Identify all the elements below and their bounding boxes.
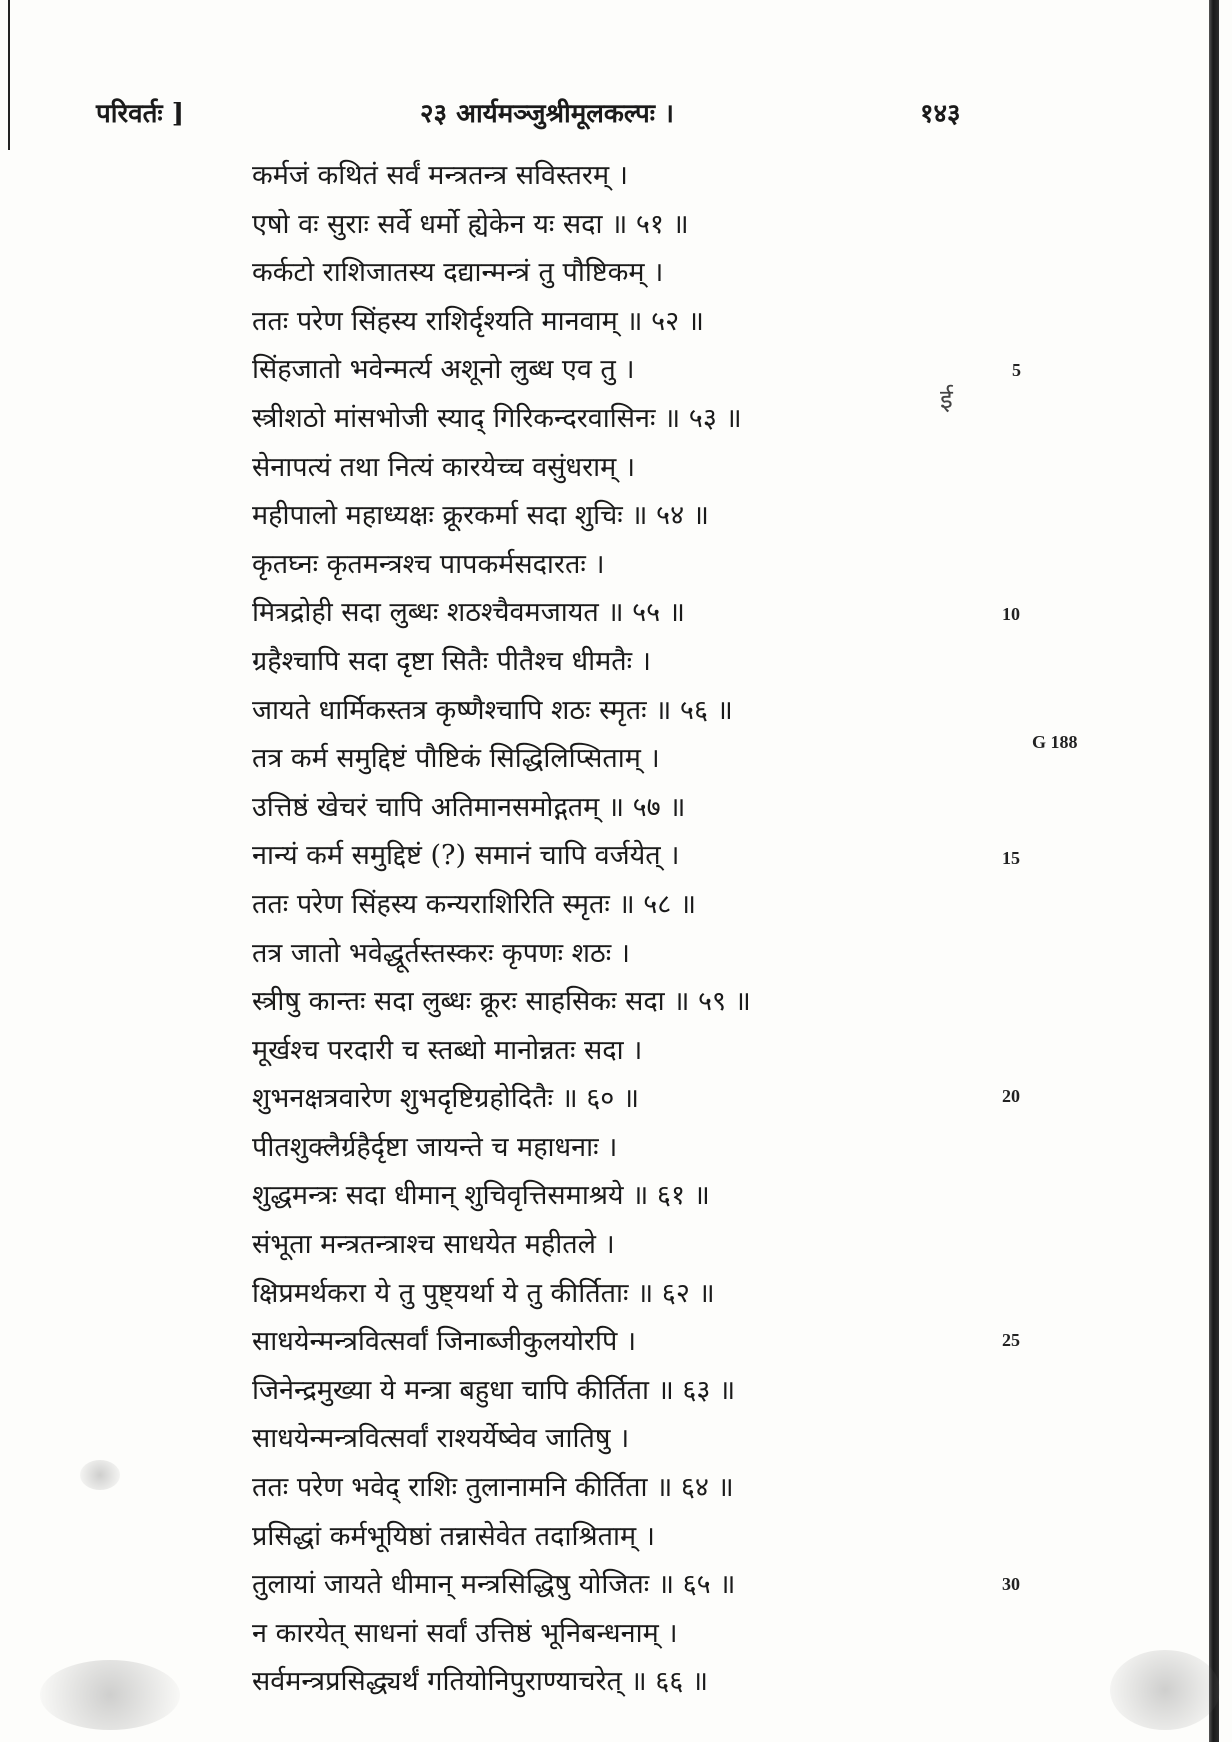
running-header <box>0 94 1232 134</box>
verse-line: तत्र कर्म समुद्दिष्टं पौष्टिकं सिद्धिलिप्सिताम् । <box>252 743 660 775</box>
verse-line: पीतशुक्लैर्ग्रहैर्दृष्टा जायन्ते च महाधनाः । <box>252 1131 618 1163</box>
verse-line: तत्र जातो भवेद्धूर्तस्तस्करः कृपणः शठः । <box>252 937 630 969</box>
verse-line: जायते धार्मिकस्तत्र कृष्णैश्चापि शठः स्मृतः ॥ ५६ ॥ <box>252 694 733 726</box>
verse-line: मित्रद्रोही सदा लुब्धः शठश्चैवमजायत ॥ ५५ ॥ <box>252 597 685 629</box>
scan-smudge <box>80 1460 120 1490</box>
verse-line: संभूता मन्त्रतन्त्राश्च साधयेत महीतले । <box>252 1229 615 1261</box>
verse-line: शुद्धमन्त्रः सदा धीमान् शुचिवृत्तिसमाश्रये ॥ ६१ ॥ <box>252 1180 710 1212</box>
scan-smudge <box>1110 1650 1220 1730</box>
verse-line: जिनेन्द्रमुख्या ये मन्त्रा बहुधा चापि कीर्तिता ॥ ६३ ॥ <box>252 1374 736 1406</box>
header-section-label: परिवर्तः ] <box>96 99 185 129</box>
verse-line: साधयेन्मन्त्रवित्सर्वां जिनाब्जीकुलयोरपि । <box>252 1326 637 1358</box>
verse-line: उत्तिष्ठं खेचरं चापि अतिमानसमोद्गतम् ॥ ५७ ॥ <box>252 791 686 823</box>
line-number-15: 15 <box>1002 848 1020 868</box>
verse-line: एषो वः सुराः सर्वे धर्मो ह्येकेन यः सदा ॥ ५१ ॥ <box>252 208 689 240</box>
scan-smudge <box>40 1660 180 1730</box>
verse-line: स्त्रीशठो मांसभोजी स्याद् गिरिकन्दरवासिनः ॥ ५३ ॥ <box>252 402 742 434</box>
line-number-10: 10 <box>1002 604 1020 624</box>
verse-line: शुभनक्षत्रवारेण शुभदृष्टिग्रहोदितैः ॥ ६० ॥ <box>252 1083 640 1115</box>
verse-line: कर्मजं कथितं सर्वं मन्त्रतन्त्र सविस्तरम् । <box>252 160 628 191</box>
verse-line: सिंहजातो भवेन्मर्त्य अशूनो लुब्ध एव तु । <box>252 354 635 386</box>
header-page-number: १४३ <box>920 99 961 129</box>
verse-line: सेनापत्यं तथा नित्यं कारयेच्च वसुंधराम् । <box>252 451 636 483</box>
line-number-30: 30 <box>1002 1574 1020 1594</box>
verse-line: स्त्रीषु कान्तः सदा लुब्धः क्रूरः साहसिकः सदा ॥ ५९ ॥ <box>252 986 751 1018</box>
line-number-25: 25 <box>1002 1330 1020 1350</box>
verse-line: ततः परेण भवेद् राशिः तुलानामनि कीर्तिता ॥ ६४ ॥ <box>252 1472 734 1504</box>
verse-line: महीपालो महाध्यक्षः क्रूरकर्मा सदा शुचिः ॥ ५४ ॥ <box>252 500 709 532</box>
line-number-5: 5 <box>1012 360 1021 380</box>
verse-line: ततः परेण सिंहस्य कन्यराशिरिति स्मृतः ॥ ५८ ॥ <box>252 888 697 920</box>
verse-line: क्षिप्रमर्थकरा ये तु पुष्ट्यर्था ये तु कीर्तिताः ॥ ६२ ॥ <box>252 1277 715 1309</box>
verse-line: कर्कटो राशिजातस्य दद्यान्मन्त्रं तु पौष्टिकम् । <box>252 257 664 289</box>
verse-line: कृतघ्नः कृतमन्त्रश्च पापकर्मसदारतः । <box>252 548 605 580</box>
verse-line: प्रसिद्धां कर्मभूयिष्ठां तन्नासेवेत तदाश्रिताम् । <box>252 1520 655 1552</box>
stray-marginal-mark: ई <box>940 385 953 415</box>
verse-line: मूर्खश्च परदारी च स्तब्धो मानोन्नतः सदा । <box>252 1034 643 1066</box>
verse-line: ग्रहैश्चापि सदा दृष्टा सितैः पीतैश्च धीमतैः । <box>252 645 651 677</box>
verse-line: तुलायां जायते धीमान् मन्त्रसिद्धिषु योजितः ॥ ६५ ॥ <box>252 1569 736 1601</box>
line-number-20: 20 <box>1002 1086 1020 1106</box>
verse-line: साधयेन्मन्त्रवित्सर्वां राश्यर्येष्वेव जातिषु । <box>252 1423 630 1455</box>
header-title: २३ आर्यमञ्जुश्रीमूलकल्पः । <box>420 99 674 129</box>
verse-block <box>252 152 1152 1707</box>
right-page-edge <box>1209 0 1219 1742</box>
folio-reference: G 188 <box>1032 732 1078 752</box>
verse-line: सर्वमन्त्रप्रसिद्ध्यर्थं गतियोनिपुराण्याचरेत् ॥ ६६ ॥ <box>252 1666 709 1698</box>
verse-line: न कारयेत् साधनां सर्वां उत्तिष्ठं भूनिबन्धनाम् । <box>252 1617 678 1649</box>
verse-line: ततः परेण सिंहस्य राशिर्दृश्यति मानवाम् ॥ ५२ ॥ <box>252 305 704 337</box>
verse-line: नान्यं कर्म समुद्दिष्टं (?) समानं चापि वर्जयेत् । <box>252 840 680 872</box>
